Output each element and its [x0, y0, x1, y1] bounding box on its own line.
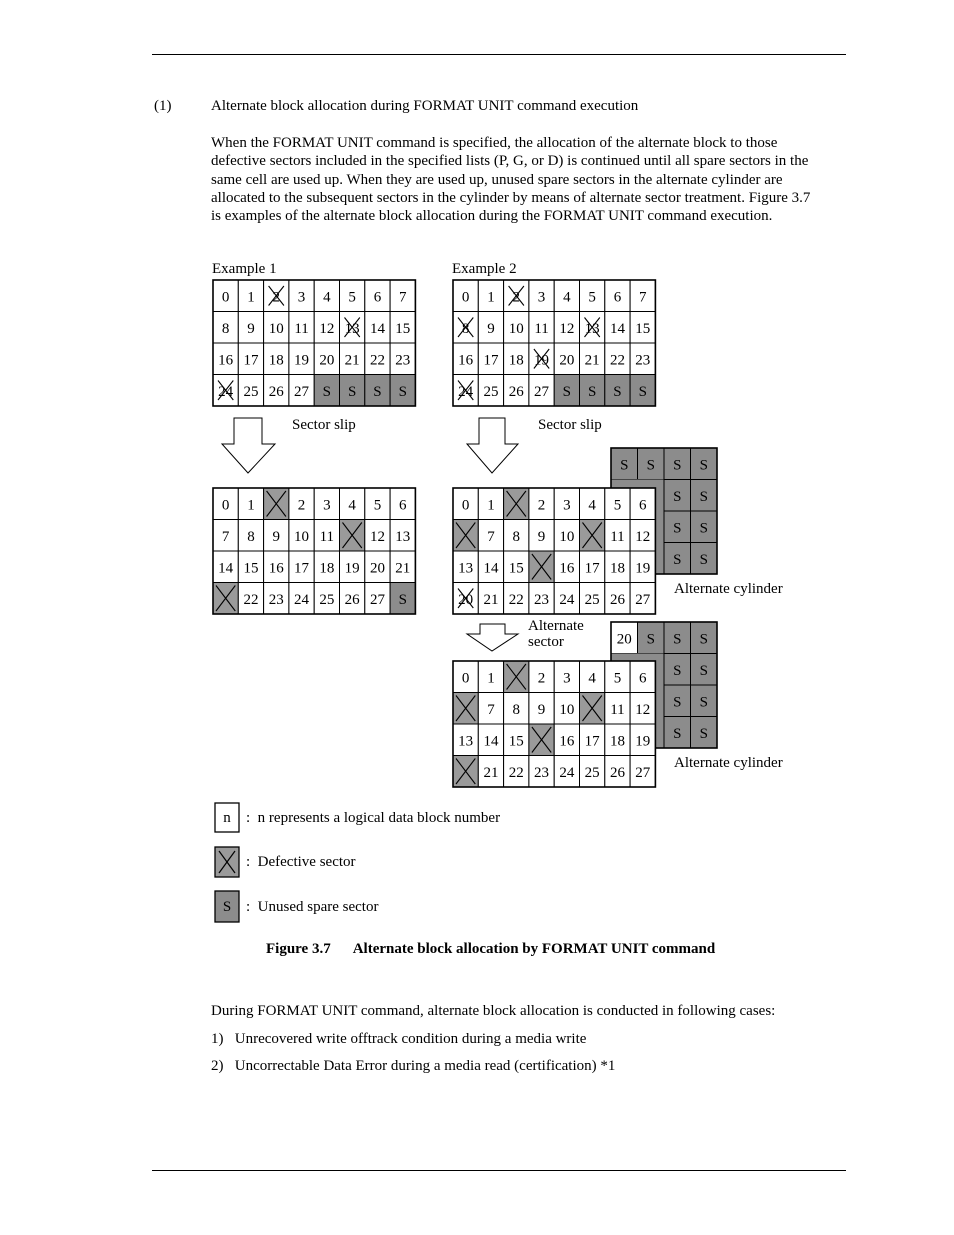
sector-number: 0 [461, 670, 470, 687]
sector-number: 16 [559, 733, 575, 750]
sector-number: 6 [613, 289, 622, 306]
figure-caption [266, 941, 715, 958]
sector-number: 12 [559, 320, 575, 337]
sector-number: 11 [294, 320, 309, 337]
sector-number: 23 [534, 764, 550, 781]
section-paragraph: When the FORMAT UNIT command is specified, the allocation of the alternate block to those defective sectors included in the specified lists (P, G, or D) is continued until all spare sectors in the same cell are used up. When they are used up, unused spare sectors in the alternate cylinder are allocated to the subsequent sectors in the cylinder by means of alternate sector treatment. Figure 3.7 is examples of the alternate block allocation during the FORMAT UNIT command execution. [211, 135, 811, 225]
sector-number: 27 [369, 591, 385, 608]
sector-number: 15 [395, 320, 411, 337]
sector-number: 3 [563, 670, 571, 687]
spare-sector-label: S [398, 591, 407, 608]
spare-sector-label: S [699, 520, 708, 537]
sector-number: 16 [268, 560, 284, 577]
bottom-rule [152, 1170, 846, 1171]
sector-number: 13 [344, 320, 360, 337]
legend-n-symbol: n [223, 810, 231, 826]
sector-number: 3 [297, 289, 306, 306]
spare-sector-label: S [646, 457, 655, 474]
sector-number: 12 [635, 528, 651, 545]
sector-number: 20 [369, 560, 385, 577]
sector-number: 26 [609, 591, 625, 608]
sector-number: 10 [294, 528, 310, 545]
legend-spare-symbol: S [222, 899, 232, 915]
spare-sector-label: S [322, 383, 332, 400]
sector-number: 4 [588, 670, 596, 687]
sector-number: 15 [243, 560, 259, 577]
sector-slip-arrow-2 [467, 418, 518, 473]
sector-number: 26 [344, 591, 360, 608]
sector-number: 8 [247, 528, 255, 545]
sector-number: 8 [512, 701, 520, 718]
sector-number: 3 [563, 497, 571, 514]
sector-number: 11 [319, 528, 335, 545]
spare-sector-label: S [699, 662, 708, 679]
sector-number: 1 [487, 289, 495, 306]
sector-number: 20 [616, 631, 632, 648]
spare-sector-label: S [699, 694, 708, 711]
sector-number: 21 [584, 352, 600, 369]
sector-number: 5 [348, 289, 356, 306]
sector-number: 11 [610, 701, 625, 718]
spare-sector-label: S [673, 662, 682, 679]
sector-number: 13 [458, 560, 474, 577]
sector-slip-arrow-1 [222, 418, 275, 473]
sector-number: 23 [395, 352, 411, 369]
sector-number: 25 [483, 383, 499, 400]
spare-sector-label: S [620, 457, 629, 474]
sector-number: 0 [461, 497, 470, 514]
sector-number: 10 [268, 320, 284, 337]
sector-number: 7 [487, 701, 495, 718]
sector-number: 2 [512, 289, 520, 306]
sector-number: 9 [272, 528, 280, 545]
sector-number: 0 [221, 497, 230, 514]
sector-number: 16 [458, 352, 474, 369]
spare-sector-label: S [673, 488, 682, 505]
legend-spare-text: : Unused spare sector [246, 899, 379, 915]
sector-number: 18 [508, 352, 524, 369]
sector-number: 14 [218, 560, 234, 577]
sector-number: 26 [268, 383, 284, 400]
sector-number: 25 [319, 591, 335, 608]
cases-intro: During FORMAT UNIT command, alternate block allocation is conducted in following cases: [211, 1003, 776, 1019]
legend [215, 803, 500, 922]
sector-number: 16 [559, 560, 575, 577]
sector-number: 8 [461, 320, 470, 337]
sector-number: 27 [534, 383, 550, 400]
spare-sector-label: S [699, 551, 708, 568]
sector-number: 2 [272, 289, 280, 306]
sector-number: 15 [508, 733, 524, 750]
sector-number: 5 [613, 670, 622, 687]
sector-number: 27 [635, 591, 651, 608]
sector-number: 15 [635, 320, 651, 337]
sector-number: 20 [559, 352, 575, 369]
spare-sector-label: S [673, 725, 682, 742]
sector-number: 27 [635, 764, 651, 781]
sector-slip-label-2: Sector slip [538, 417, 602, 433]
spare-sector-label: S [613, 383, 622, 400]
sector-number: 10 [559, 701, 575, 718]
section-heading: Alternate block allocation during FORMAT UNIT command execution [211, 98, 639, 114]
sector-number: 6 [639, 497, 647, 514]
spare-sector-label: S [673, 457, 682, 474]
sector-number: 27 [294, 383, 310, 400]
spare-sector-label: S [587, 383, 597, 400]
spare-sector-label: S [638, 383, 647, 400]
sector-number: 21 [483, 764, 499, 781]
spare-sector-label: S [673, 631, 682, 648]
example2-initial-grid [453, 280, 655, 406]
example2-label: Example 2 [452, 261, 517, 277]
sector-number: 3 [323, 497, 331, 514]
sector-number: 0 [461, 289, 470, 306]
sector-number: 14 [483, 733, 499, 750]
alternate-sector-label-line2: sector [528, 634, 564, 650]
sector-number: 18 [268, 352, 284, 369]
legend-n-text: : n represents a logical data block number [246, 810, 501, 826]
sector-number: 20 [319, 352, 335, 369]
sector-number: 4 [588, 497, 596, 514]
sector-number: 3 [537, 289, 546, 306]
sector-number: 5 [373, 497, 382, 514]
sector-number: 2 [537, 670, 546, 687]
spare-sector-label: S [562, 383, 572, 400]
sector-number: 17 [584, 733, 600, 750]
sector-number: 4 [348, 497, 356, 514]
sector-number: 10 [559, 528, 575, 545]
sector-number: 10 [508, 320, 524, 337]
alternate-cylinder-label-2: Alternate cylinder [674, 755, 783, 771]
sector-number: 24 [294, 591, 310, 608]
sector-number: 6 [399, 497, 407, 514]
sector-number: 2 [537, 497, 546, 514]
example2-sector-slip-grid [453, 488, 655, 614]
sector-number: 13 [395, 528, 411, 545]
sector-number: 9 [537, 701, 546, 718]
spare-sector-label: S [699, 457, 708, 474]
sector-number: 9 [487, 320, 495, 337]
case-item-2: 2) Uncorrectable Data Error during a media read (certification) *1 [211, 1058, 616, 1074]
spare-sector-label: S [347, 383, 357, 400]
example1-initial-grid [213, 280, 415, 406]
legend-defective-text: : Defective sector [246, 854, 356, 870]
sector-number: 9 [247, 320, 255, 337]
sector-number: 14 [369, 320, 385, 337]
sector-number: 4 [563, 289, 571, 306]
sector-number: 1 [487, 670, 495, 687]
sector-number: 17 [294, 560, 310, 577]
alternate-sector-arrow [467, 624, 518, 651]
sector-number: 11 [534, 320, 549, 337]
alternate-cylinder-label-1: Alternate cylinder [674, 581, 783, 597]
example1-label: Example 1 [212, 261, 277, 277]
spare-sector-label: S [673, 551, 682, 568]
sector-number: 25 [584, 591, 600, 608]
sector-number: 19 [635, 733, 651, 750]
sector-number: 22 [508, 764, 524, 781]
sector-number: 17 [243, 352, 259, 369]
sector-number: 22 [609, 352, 625, 369]
sector-number: 21 [344, 352, 360, 369]
spare-sector-label: S [699, 488, 708, 505]
sector-number: 23 [268, 591, 284, 608]
sector-number: 19 [635, 560, 651, 577]
sector-number: 22 [243, 591, 259, 608]
spare-sector-label: S [398, 383, 407, 400]
sector-number: 24 [458, 383, 474, 400]
spare-sector-label: S [699, 631, 708, 648]
sector-number: 12 [319, 320, 335, 337]
sector-number: 7 [221, 528, 230, 545]
sector-number: 4 [323, 289, 331, 306]
spare-sector-label: S [673, 694, 682, 711]
sector-number: 21 [395, 560, 411, 577]
sector-number: 23 [635, 352, 651, 369]
sector-number: 25 [584, 764, 600, 781]
figure-number: Figure 3.7 [266, 941, 331, 957]
sector-number: 19 [344, 560, 360, 577]
sector-number: 23 [534, 591, 550, 608]
sector-number: 1 [247, 289, 255, 306]
alternate-sector-label-line1: Alternate [528, 618, 584, 634]
sector-number: 17 [483, 352, 499, 369]
sector-number: 22 [369, 352, 385, 369]
example2-alternate-sector-grid [453, 661, 655, 787]
sector-number: 15 [508, 560, 524, 577]
sector-number: 17 [584, 560, 600, 577]
sector-number: 18 [609, 560, 625, 577]
sector-number: 26 [609, 764, 625, 781]
spare-sector-label: S [646, 631, 655, 648]
case-item-1: 1) Unrecovered write offtrack condition during a media write [211, 1031, 587, 1047]
sector-number: 6 [373, 289, 382, 306]
sector-number: 26 [508, 383, 524, 400]
sector-number: 25 [243, 383, 259, 400]
sector-number: 16 [218, 352, 234, 369]
sector-number: 5 [588, 289, 596, 306]
sector-number: 19 [534, 352, 550, 369]
sector-number: 14 [483, 560, 499, 577]
sector-slip-label-1: Sector slip [292, 417, 356, 433]
spare-sector-label: S [699, 725, 708, 742]
sector-number: 7 [399, 289, 407, 306]
sector-number: 1 [247, 497, 255, 514]
sector-number: 14 [609, 320, 625, 337]
sector-number: 18 [319, 560, 335, 577]
figure-title: Alternate block allocation by FORMAT UNIT command [352, 941, 716, 957]
sector-number: 12 [369, 528, 385, 545]
sector-number: 11 [610, 528, 625, 545]
sector-number: 7 [487, 528, 495, 545]
section-number: (1) [154, 98, 172, 114]
sector-number: 24 [559, 591, 575, 608]
sector-number: 0 [221, 289, 230, 306]
spare-sector-label: S [373, 383, 382, 400]
sector-number: 9 [537, 528, 546, 545]
sector-number: 19 [294, 352, 310, 369]
sector-number: 20 [458, 591, 474, 608]
sector-number: 7 [639, 289, 647, 306]
sector-number: 13 [458, 733, 474, 750]
sector-number: 21 [483, 591, 499, 608]
sector-number: 22 [508, 591, 524, 608]
example1-sector-slip-grid [213, 488, 415, 614]
sector-number: 8 [512, 528, 520, 545]
sector-number: 5 [613, 497, 622, 514]
spare-sector-label: S [673, 520, 682, 537]
sector-number: 18 [609, 733, 625, 750]
sector-number: 13 [584, 320, 600, 337]
sector-number: 8 [221, 320, 230, 337]
sector-number: 12 [635, 701, 651, 718]
sector-number: 1 [487, 497, 495, 514]
sector-number: 6 [639, 670, 647, 687]
sector-number: 24 [218, 383, 234, 400]
sector-number: 2 [297, 497, 306, 514]
sector-number: 24 [559, 764, 575, 781]
